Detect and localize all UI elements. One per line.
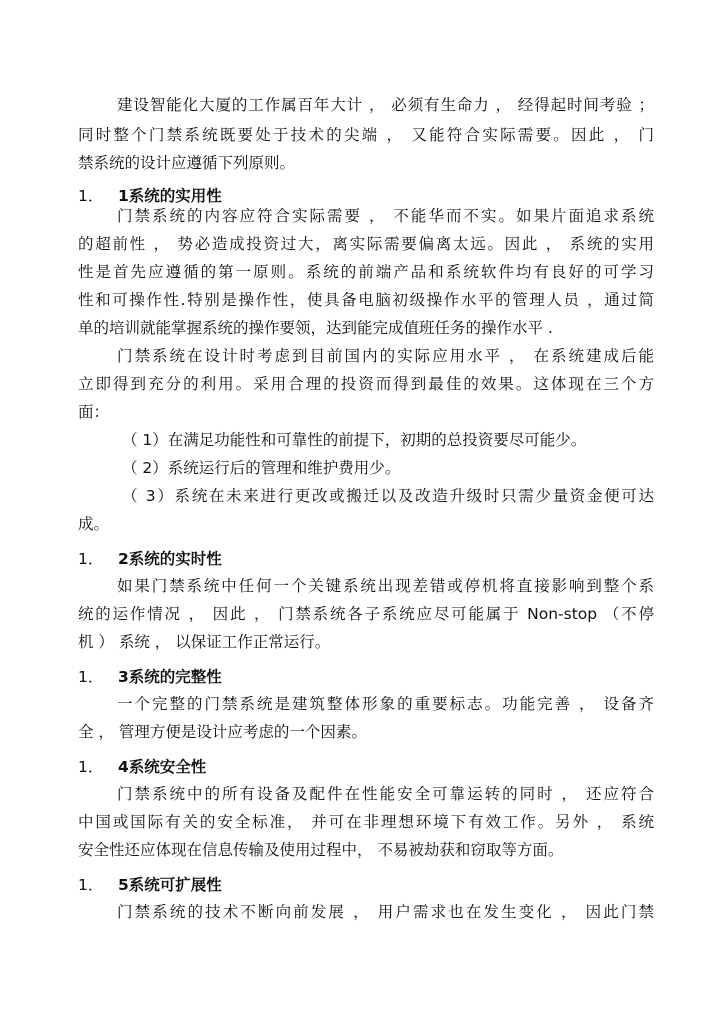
paragraph-line: 性是首先应遵循的第一原则。系统的前端产品和系统软件均有良好的可学习 — [78, 263, 654, 281]
paragraph-line: 门禁系统在设计时考虑到目前国内的实际应用水平 ， 在系统建成后能 — [117, 347, 654, 365]
paragraph-line: 中国或国际有关的安全标准， 并可在非理想环境下有效工作。另外 ， 系统 — [78, 813, 654, 831]
list-item: （ 2）系统运行后的管理和维护费用少。 — [122, 459, 401, 477]
section-number: 1． — [78, 668, 104, 686]
section-title: 3系统的完整性 — [118, 668, 222, 686]
paragraph-line: 如果门禁系统中任何一个关键系统出现差错或停机将直接影响到整个系 — [117, 577, 654, 595]
section-heading — [78, 549, 654, 571]
paragraph-line: 性和可操作性.特别是操作性，使具备电脑初级操作水平的管理人员 ，通过简 — [78, 291, 654, 309]
paragraph-line: 的超前性 ， 势必造成投资过大，离实际需要偏离太远。因此 ， 系统的实用 — [78, 235, 654, 253]
section-heading — [78, 186, 654, 208]
paragraph-line: 统的运作情况 ， 因此 ， 门禁系统各子系统应尽可能属于 Non-stop （不停 — [78, 605, 654, 623]
section-heading — [78, 875, 654, 897]
paragraph-line: 单的培训就能掌握系统的操作要领，达到能完成值班任务的操作水平 . — [78, 319, 553, 337]
intro-line: 禁系统的设计应遵循下列原则。 — [78, 154, 296, 172]
paragraph-line: 全 ， 管理方便是设计应考虑的一个因素。 — [78, 723, 367, 741]
section-number: 1． — [78, 550, 104, 568]
section-number: 1． — [78, 187, 104, 205]
paragraph-line: 门禁系统的技术不断向前发展 ， 用户需求也在发生变化 ， 因此门禁 — [117, 903, 654, 921]
list-item: （ 3）系统在未来进行更改或搬迁以及改造升级时只需少量资金便可达 — [122, 487, 654, 505]
section-title: 1系统的实用性 — [118, 187, 222, 205]
intro-line: 同时整个门禁系统既要处于技术的尖端 ， 又能符合实际需要。因此 ， 门 — [78, 126, 654, 144]
section-number: 1． — [78, 876, 104, 894]
paragraph-line: 立即得到充分的利用。采用合理的投资而得到最佳的效果。这体现在三个方 — [78, 375, 654, 393]
section-title: 5系统可扩展性 — [118, 876, 222, 894]
section-heading — [78, 667, 654, 689]
paragraph-line: 门禁系统中的所有设备及配件在性能安全可靠运转的同时 ， 还应符合 — [117, 785, 654, 803]
section-title: 4系统安全性 — [118, 758, 207, 776]
section-title: 2系统的实时性 — [118, 550, 222, 568]
paragraph-line: 门禁系统的内容应符合实际需要 ， 不能华而不实。如果片面追求系统 — [117, 207, 654, 225]
paragraph-line: 机 ） 系统 ， 以保证工作正常运行。 — [78, 633, 331, 651]
section-heading — [78, 757, 654, 779]
list-item-continuation: 成。 — [78, 515, 110, 533]
paragraph-line: 一个完整的门禁系统是建筑整体形象的重要标志。功能完善 ， 设备齐 — [117, 695, 654, 713]
list-item: （ 1）在满足功能性和可靠性的前提下，初期的总投资要尽可能少。 — [122, 431, 587, 449]
section-number: 1． — [78, 758, 104, 776]
paragraph-line: 安全性还应体现在信息传输及使用过程中， 不易被劫获和窃取等方面。 — [78, 841, 564, 859]
intro-line: 建设智能化大厦的工作属百年大计 ， 必须有生命力 ， 经得起时间考验 ； — [117, 96, 654, 114]
paragraph-line: 面： — [78, 403, 110, 421]
